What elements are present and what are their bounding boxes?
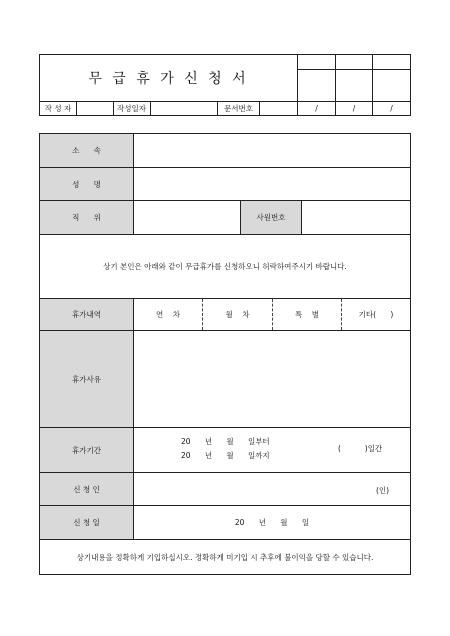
dept-label: 소 속	[72, 146, 101, 155]
leave-form	[39, 133, 411, 575]
period-from: 20 년 월 일부터	[181, 437, 270, 446]
empno-field[interactable]	[302, 201, 410, 234]
approval-grid-line	[297, 55, 298, 101]
dept-field[interactable]	[134, 134, 410, 167]
name-field[interactable]	[134, 168, 410, 200]
date-field[interactable]	[151, 101, 217, 115]
leave-type-annual[interactable]: 연 차	[155, 310, 181, 319]
leave-type-other[interactable]: 기타( )	[358, 310, 394, 319]
author-field[interactable]	[77, 101, 113, 115]
leave-type-label: 휴가내역	[72, 310, 101, 319]
document-title: 무 급 휴 가 신 청 서	[88, 71, 249, 87]
leave-type-special[interactable]: 특 별	[294, 310, 320, 319]
author-label: 작 성 자	[44, 103, 72, 113]
slash: /	[390, 103, 393, 113]
docno-label: 문서번호	[224, 103, 253, 113]
slash: /	[352, 103, 356, 113]
notice-text: 상기내용을 정확하게 기입하십시오. 정확하게 미기입 시 추후에 불이익을 당할 수 있습니다.	[76, 552, 374, 562]
empno-label: 사원번호	[256, 213, 286, 222]
period-days: ( )일간	[338, 444, 383, 453]
seal-mark: (인)	[376, 486, 390, 495]
position-label: 직 위	[72, 213, 101, 222]
period-to: 20 년 월 일까지	[181, 451, 270, 460]
document-header	[39, 54, 411, 116]
leave-type-monthly[interactable]: 월 차	[225, 310, 250, 319]
apply-date-label: 신 청 일	[73, 518, 100, 527]
date-label: 작성일자	[117, 103, 146, 113]
period-label: 휴가기간	[72, 445, 101, 455]
position-field[interactable]	[134, 201, 240, 234]
docno-field[interactable]	[260, 101, 297, 115]
reason-field[interactable]	[134, 331, 410, 427]
name-label: 성 명	[72, 179, 101, 189]
approval-grid-line	[297, 69, 410, 70]
apply-date-value[interactable]: 20 년 월 일	[234, 518, 310, 527]
reason-label: 휴가사유	[72, 374, 101, 384]
slash: /	[315, 103, 318, 113]
applicant-label: 신 청 인	[73, 484, 100, 494]
applicant-field[interactable]	[134, 473, 410, 505]
request-statement: 상기 본인은 아래와 같이 무급휴가를 신청하오니 허락하여주시기 바랍니다.	[103, 262, 347, 271]
